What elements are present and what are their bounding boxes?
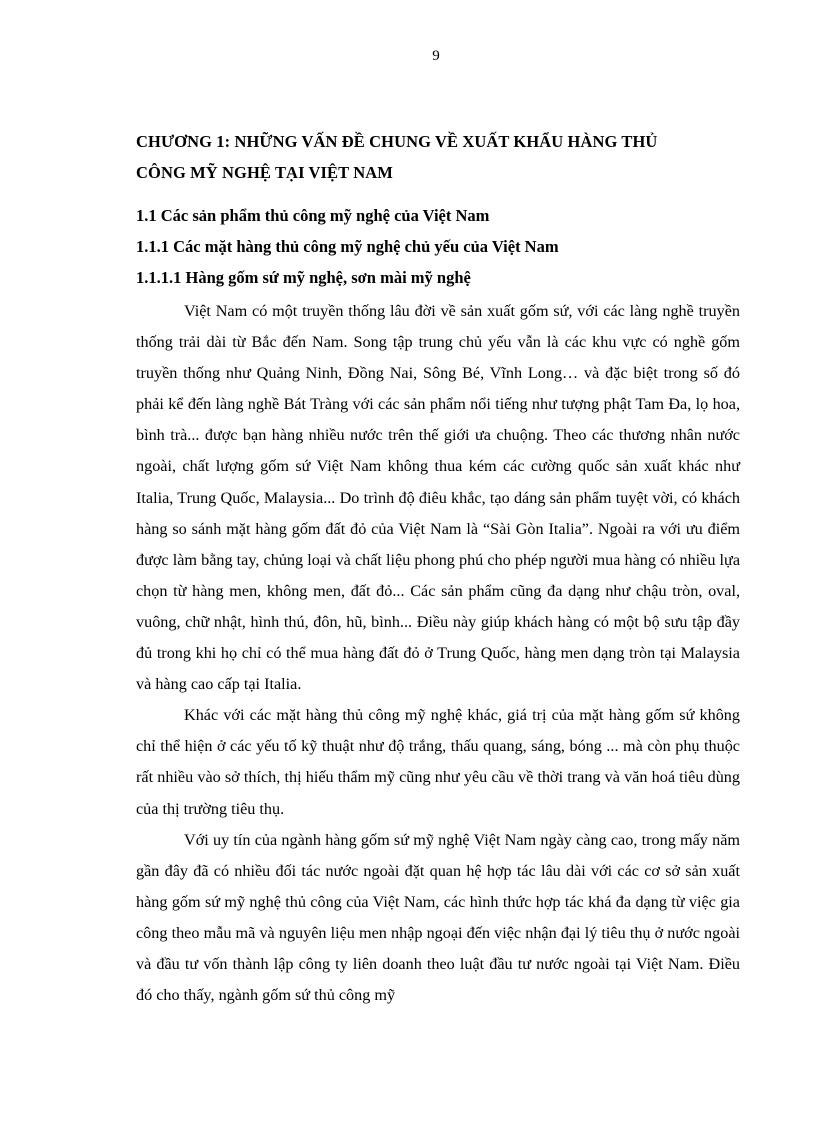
section-heading-1-1-1: 1.1.1 Các mặt hàng thủ công mỹ nghệ chủ yếu của Việt Nam bbox=[136, 237, 559, 256]
chapter-title bbox=[136, 126, 740, 188]
page-number: 9 bbox=[432, 48, 440, 64]
paragraph-foreign-cooperation: Với uy tín của ngành hàng gốm sứ mỹ nghệ Việt Nam ngày càng cao, trong mấy năm gần đây đã có nhiều đối tác nước ngoài đặt quan hệ hợp tác lâu dài với các cơ sở sản xuất hàng gốm sứ mỹ nghệ thủ công của Việt Nam, các hình thức hợp tác khá đa dạng từ việc gia công theo mẫu mã và nguyên liệu men nhập ngoại đến việc nhận đại lý tiêu thụ ở nước ngoài và đầu tư vốn thành lập công ty liên doanh theo luật đầu tư nước ngoài tại Việt Nam. Điều đó cho thấy, ngành gốm sứ thủ công mỹ bbox=[136, 830, 740, 1005]
chapter-title-line-1: CHƯƠNG 1: NHỮNG VẤN ĐỀ CHUNG VỀ XUẤT KHẨU HÀNG THỦ bbox=[136, 132, 658, 151]
section-heading-1-1-1-1: 1.1.1.1 Hàng gốm sứ mỹ nghệ, sơn mài mỹ nghệ bbox=[136, 268, 471, 287]
chapter-title-line-2: CÔNG MỸ NGHỆ TẠI VIỆT NAM bbox=[136, 163, 393, 182]
paragraph-ceramics-tradition: Việt Nam có một truyền thống lâu đời về sản xuất gốm sứ, với các làng nghề truyền thống trải dài từ Bắc đến Nam. Song tập trung chủ yếu vẫn là các khu vực có nghề gốm truyền thống như Quảng Ninh, Đồng Nai, Sông Bé, Vĩnh Long… và đặc biệt trong số đó phải kể đến làng nghề Bát Tràng với các sản phẩm nổi tiếng như tượng phật Tam Đa, lọ hoa, bình trà... được bạn hàng nhiều nước trên thế giới ưa chuộng. Theo các thương nhân nước ngoài, chất lượng gốm sứ Việt Nam không thua kém các cường quốc sản xuất khác như Italia, Trung Quốc, Malaysia... Do trình độ điêu khắc, tạo dáng sản phẩm tuyệt vời, có khách hàng so sánh mặt hàng gốm đất đỏ của Việt Nam là “Sài Gòn Italia”. Ngoài ra với ưu điểm được làm bằng tay, chủng loại và chất liệu phong phú cho phép người mua hàng có nhiều lựa chọn từ hàng men, không men, đất đỏ... Các sản phẩm cũng đa dạng như chậu tròn, oval, vuông, chữ nhật, hình thú, đôn, hũ, bình... Điều này giúp khách hàng có một bộ sưu tập đầy đủ trong khi họ chỉ có thể mua hàng đất đỏ ở Trung Quốc, hàng men dạng tròn tại Malaysia và hàng cao cấp tại Italia. bbox=[136, 302, 740, 694]
paragraph-ceramics-value: Khác với các mặt hàng thủ công mỹ nghệ khác, giá trị của mặt hàng gốm sứ không chỉ thể hiện ở các yếu tố kỹ thuật như độ trắng, thấu quang, sáng, bóng ... mà còn phụ thuộc rất nhiều vào sở thích, thị hiếu thẩm mỹ cũng như yêu cầu về thời trang và văn hoá tiêu dùng của thị trường tiêu thụ. bbox=[136, 706, 740, 818]
document-body bbox=[136, 126, 740, 1011]
section-heading-1-1: 1.1 Các sản phẩm thủ công mỹ nghệ của Việt Nam bbox=[136, 206, 490, 225]
